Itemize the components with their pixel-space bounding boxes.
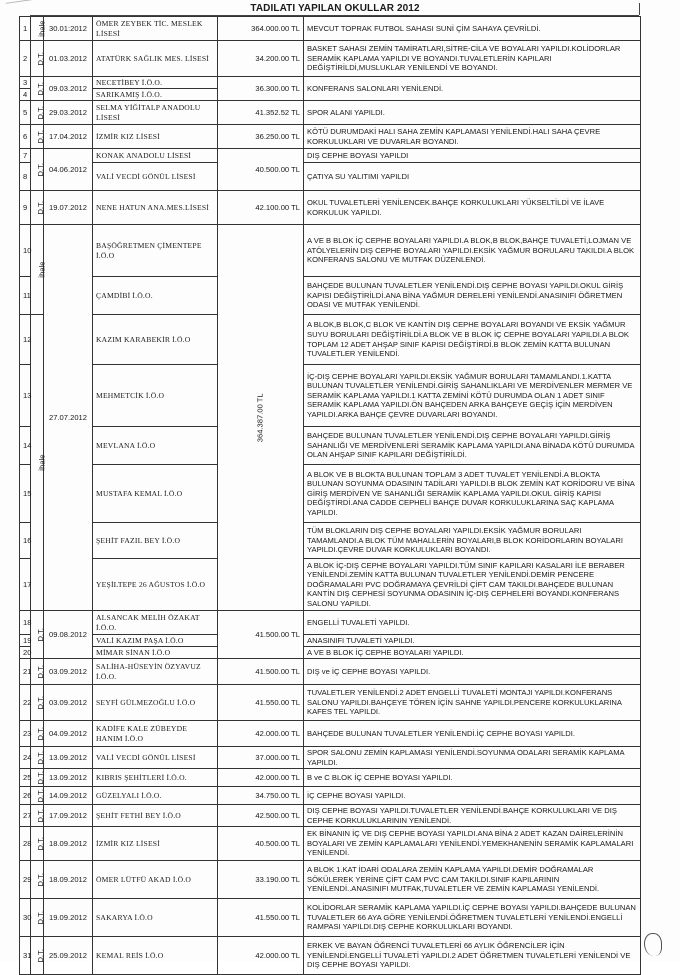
school-name: ÇAMDİBİ İ.Ö.O. bbox=[93, 277, 218, 315]
tender-date: 09.03.2012 bbox=[44, 77, 93, 101]
contract-cost bbox=[218, 225, 304, 611]
handwritten-mark bbox=[644, 933, 662, 956]
procurement-type bbox=[31, 721, 44, 747]
work-description: KOLİDORLAR SERAMİK KAPLAMA YAPILDI.İÇ CEPHE BOYASI YAPILDI.BAHÇEDE BULUNAN TUVALETLER 66 AYA GÖRE YENİLENDİ.ÖĞRETMEN TUVALETLERİ YENİLENDİ.ENGELLİ RAMPASI YAPILDI.DIŞ CEPHE KORKULUKLARI BOYANDI. bbox=[304, 899, 641, 937]
procurement-type-text: D.T. bbox=[35, 808, 45, 823]
row-number: 3 bbox=[20, 77, 31, 89]
table-row bbox=[20, 721, 641, 747]
school-name: ATATÜRK SAĞLIK MES. LİSESİ bbox=[93, 41, 218, 77]
row-number: 29 bbox=[20, 861, 31, 899]
procurement-type bbox=[31, 787, 44, 805]
procurement-type-text: D.T. bbox=[35, 627, 45, 642]
row-number: 17 bbox=[20, 559, 31, 611]
row-number: 31 bbox=[20, 937, 31, 975]
work-description: ANASINIFI TUVALETİ YAPILDI. bbox=[304, 635, 641, 647]
school-name: SAKARYA İ.Ö.O bbox=[93, 899, 218, 937]
tender-date: 04.06.2012 bbox=[44, 149, 93, 191]
procurement-type-text: D.T. bbox=[35, 750, 45, 765]
table-row bbox=[20, 769, 641, 787]
procurement-type bbox=[31, 747, 44, 769]
work-description: A BLOK İÇ-DIŞ CEPHE BOYALARI YAPILDI.TÜM SINIF KAPILARI KASALARI İLE BERABER YENİLENDİ.ZEMİN KATTA BULUNAN TUVALETLER YENİLENDİ.DEMİR PENCERE DOĞRAMALARI PVC DOĞRAMAYA ÇEVRİLDİ ÇİFT CAM TAKILDI.BAHÇEDE BULUNAN KANTİN DIŞ CEPHESİ SOYUNMA ODASININ İÇ-DIŞ CEPHELERİ BOYANDI.KONFERANS SALONU YAPILDI. bbox=[304, 559, 641, 611]
tender-date: 04.09.2012 bbox=[44, 721, 93, 747]
contract-cost: 33.190.00 TL bbox=[218, 861, 304, 899]
procurement-type-text: D.T. bbox=[35, 162, 45, 177]
renovated-schools-table bbox=[19, 16, 641, 975]
work-description: SPOR ALANI YAPILDI. bbox=[304, 101, 641, 125]
table-row bbox=[20, 647, 641, 659]
work-description: İÇ CEPHE BOYASI YAPILDI. bbox=[304, 787, 641, 805]
work-description: İÇ-DIŞ CEPHE BOYALARI YAPILDI.EKSİK YAĞMUR BORULARI TAMAMLANDI.1.KATTA BULUNAN TUVALETLER YENİLENDİ.GİRİŞ SAHANLIKLARI VE MERDİVENLER MERMER VE SERAMİK KAPLAMA YAPILDI.1 KATTA ZEMİNİ KÖTÜ DURUMDA OLAN 1 ADET SINIF SERAMİK KAPLAMA YAPILDI.ÖN BAHÇEDEN ARKA BAHÇEYE GEÇİŞ İÇİN MERDİVEN YAPILDI.ARKA BAHÇE ÇEVRE DUVARLARI BOYANDI. bbox=[304, 365, 641, 427]
school-name: SALİHA-HÜSEYİN ÖZYAVUZ İ.Ö.O. bbox=[93, 659, 218, 685]
table-row bbox=[20, 635, 641, 647]
contract-cost: 34.750.00 TL bbox=[218, 787, 304, 805]
tender-date: 17.04.2012 bbox=[44, 125, 93, 149]
procurement-type-text: D.T. bbox=[35, 200, 45, 215]
contract-cost: 40.500.00 TL bbox=[218, 827, 304, 861]
school-name: VALİ VECDİ GÖNÜL LİSESİ bbox=[93, 747, 218, 769]
procurement-type bbox=[31, 937, 44, 975]
school-name: NENE HATUN ANA.MES.LİSESİ bbox=[93, 191, 218, 225]
school-name: İZMİR KIZ LİSESİ bbox=[93, 827, 218, 861]
table-row bbox=[20, 101, 641, 125]
table-row bbox=[20, 315, 641, 365]
procurement-type-text: D.T. bbox=[35, 836, 45, 851]
school-name: KEMAL REİS İ.Ö.O bbox=[93, 937, 218, 975]
contract-cost: 42.100.00 TL bbox=[218, 191, 304, 225]
table-row bbox=[20, 125, 641, 149]
contract-cost: 42.000.00 TL bbox=[218, 721, 304, 747]
procurement-type-text: D.T. bbox=[35, 910, 45, 925]
table-row bbox=[20, 41, 641, 77]
tender-date: 30.01:2012 bbox=[44, 17, 93, 41]
table-row bbox=[20, 861, 641, 899]
procurement-type-text: D.T. bbox=[35, 948, 45, 963]
table-row bbox=[20, 149, 641, 163]
row-number: 28 bbox=[20, 827, 31, 861]
work-description: A BLOK 1.KAT İDARİ ODALARA ZEMİN KAPLAMA YAPILDI.DEMİR DOĞRAMALAR SÖKÜLEREK YERİNE ÇİFT CAM PVC CAM TAKILDI.SINIF KAPILARININ YENİLENDİ..ANASINIFI MUTFAK,TUVALETLER VE ZEMİN KAPLAMASI YENİLENDİ. bbox=[304, 861, 641, 899]
procurement-type-text: D.T. bbox=[35, 695, 45, 710]
procurement-type bbox=[31, 149, 44, 191]
row-number: 5 bbox=[20, 101, 31, 125]
tender-date: 29.03.2012 bbox=[44, 101, 93, 125]
school-name: KAZIM KARABEKİR İ.Ö.O bbox=[93, 315, 218, 365]
row-number: 15 bbox=[20, 465, 31, 523]
contract-cost: 41.500.00 TL bbox=[218, 611, 304, 659]
work-description: DIŞ CEPHE BOYASI YAPILDI bbox=[304, 149, 641, 163]
school-name: ŞEHİT FAZIL BEY İ.Ö.O bbox=[93, 523, 218, 559]
procurement-type-text: D.T. bbox=[35, 664, 45, 679]
row-number: 21 bbox=[20, 659, 31, 685]
contract-cost: 41.500.00 TL bbox=[218, 659, 304, 685]
table-row bbox=[20, 827, 641, 861]
school-name: KIBRIS ŞEHİTLERİ İ.Ö.O. bbox=[93, 769, 218, 787]
table-row bbox=[20, 277, 641, 315]
procurement-type-text: İhale bbox=[37, 454, 47, 471]
tender-date: 19.07.2012 bbox=[44, 191, 93, 225]
tender-date: 14.09.2012 bbox=[44, 787, 93, 805]
work-description: DIŞ ve İÇ CEPHE BOYASI YAPILDI. bbox=[304, 659, 641, 685]
procurement-type bbox=[31, 41, 44, 77]
procurement-type-text: D.T. bbox=[35, 81, 45, 96]
row-number: 9 bbox=[20, 191, 31, 225]
procurement-type-text: D.T. bbox=[35, 770, 45, 785]
school-name: ÖMER LÜTFÜ AKAD İ.Ö.O bbox=[93, 861, 218, 899]
contract-cost: 41.550.00 TL bbox=[218, 899, 304, 937]
procurement-type-text: D.T. bbox=[35, 726, 45, 741]
procurement-type bbox=[31, 125, 44, 149]
table-row bbox=[20, 225, 641, 277]
row-number: 10 bbox=[20, 225, 31, 277]
contract-cost: 36.300.00 TL bbox=[218, 77, 304, 101]
procurement-type bbox=[31, 225, 47, 315]
procurement-type bbox=[31, 899, 44, 937]
title-border-right bbox=[639, 3, 640, 15]
row-number: 23 bbox=[20, 721, 31, 747]
procurement-type-text: D.T. bbox=[35, 51, 45, 66]
table-row bbox=[20, 559, 641, 611]
procurement-type-text: D.T. bbox=[35, 788, 45, 803]
procurement-type bbox=[31, 861, 44, 899]
row-number: 11 bbox=[20, 277, 31, 315]
school-name: GÜZELYALI İ.Ö.O. bbox=[93, 787, 218, 805]
school-name: MEVLANA İ.Ö.O bbox=[93, 427, 218, 465]
school-name: SEYFİ GÜLMEZOĞLU İ.Ö.O bbox=[93, 685, 218, 721]
school-name: YEŞİLTEPE 26 AĞUSTOS İ.Ö.O bbox=[93, 559, 218, 611]
table-row bbox=[20, 17, 641, 41]
table-row bbox=[20, 747, 641, 769]
school-name: VALİ VECDİ GÖNÜL LİSESİ bbox=[93, 163, 218, 191]
tender-date: 03.09.2012 bbox=[44, 659, 93, 685]
procurement-type-text: D.T. bbox=[35, 105, 45, 120]
work-description: BAHÇEDE BULUNAN TUVALETLER YENİLENDİ.İÇ CEPHE BOYASI YAPILDI. bbox=[304, 721, 641, 747]
tender-date: 25.09.2012 bbox=[44, 937, 93, 975]
school-name: ÖMER ZEYBEK TİC. MESLEK LİSESİ bbox=[93, 17, 218, 41]
school-name: SELMA YİĞİTALP ANADOLU LİSESİ bbox=[93, 101, 218, 125]
work-description: ÇATIYA SU YALITIMI YAPILDI bbox=[304, 163, 641, 191]
school-name: MUSTAFA KEMAL İ.Ö.O bbox=[93, 465, 218, 523]
work-description: KONFERANS SALONLARI YENİLENDİ. bbox=[304, 77, 641, 101]
row-number: 22 bbox=[20, 685, 31, 721]
row-number: 30 bbox=[20, 899, 31, 937]
row-number: 7 bbox=[20, 149, 31, 163]
row-number: 13 bbox=[20, 365, 31, 427]
procurement-type bbox=[31, 191, 44, 225]
row-number: 12 bbox=[20, 315, 31, 365]
table-row bbox=[20, 787, 641, 805]
contract-cost-text: 364.387.00 TL bbox=[255, 393, 265, 442]
table-row bbox=[20, 899, 641, 937]
contract-cost: 40.500.00 TL bbox=[218, 149, 304, 191]
procurement-type bbox=[31, 685, 44, 721]
row-number: 6 bbox=[20, 125, 31, 149]
procurement-type bbox=[31, 659, 44, 685]
tender-date: 01.03.2012 bbox=[44, 41, 93, 77]
work-description: A BLOK,B BLOK,C BLOK VE KANTİN DIŞ CEPHE BOYALARI BOYANDI VE EKSİK YAĞMUR SUYU BORULARI DEĞİŞTİRİLDİ.A BLOK VE B BLOK İÇ CEPHE BOYALARI YAPILDI.A BLOK TOPLAM 12 ADET AHŞAP SINIF KAPISI DEĞİŞTİRDİ.B BLOK ZEMİN KATTA BULUNAN TUVALETLER YENİLENDİ. bbox=[304, 315, 641, 365]
table-row bbox=[20, 611, 641, 635]
work-description: BAHÇEDE BULUNAN TUVALETLER YENİLENDİ.DIŞ CEPHE BOYASI YAPILDI.OKUL GİRİŞ KAPISI DEĞİŞTİRİLDİ.ANA BİNA YAĞMUR DERELERİ YENİLENDİ.ANASINIFI ÖĞRETMEN ODASI VE MUTFAK YENİLENDİ. bbox=[304, 277, 641, 315]
procurement-type bbox=[31, 611, 44, 659]
work-description: BASKET SAHASI ZEMİN TAMİRATLARI,SİTRE-CİLA VE BOYALARI YAPILDI.KOLİDORLAR SERAMİK KAPLAMA YAPILDI VE BOYANDI.TUVALETLERİN KAPILARI DEĞİŞTİRİLDİ,MUSLUKLAR YENİLENDİ VE BOYANDI. bbox=[304, 41, 641, 77]
row-number: 1 bbox=[20, 17, 31, 41]
row-number: 2 bbox=[20, 41, 31, 77]
school-name: İZMİR KIZ LİSESİ bbox=[93, 125, 218, 149]
tender-date: 09.08.2012 bbox=[44, 611, 93, 659]
work-description: B ve C BLOK İÇ CEPHE BOYASI YAPILDI. bbox=[304, 769, 641, 787]
row-number: 14 bbox=[20, 427, 31, 465]
contract-cost: 42.500.00 TL bbox=[218, 805, 304, 827]
tender-date: 17.09.2012 bbox=[44, 805, 93, 827]
work-description: TÜM BLOKLARIN DIŞ CEPHE BOYALARI YAPILDI.EKSİK YAĞMUR BORULARI TAMAMLANDI.A BLOK TÜM MAHALLERİN BOYALARI,B BLOK KORİDORLARIN BOYALARI YAPILDI.ÇEVRE DUVAR KORKULUKLARI BOYANDI. bbox=[304, 523, 641, 559]
work-description: DIŞ CEPHE BOYASI YAPILDI.TUVALETLER YENİLENDİ.BAHÇE KORKULUKLARI VE DIŞ CEPHE KORKULUKLARININ YENİLENDİ. bbox=[304, 805, 641, 827]
contract-cost: 42.000.00 TL bbox=[218, 937, 304, 975]
row-number: 24 bbox=[20, 747, 31, 769]
procurement-type bbox=[31, 805, 44, 827]
work-description: ENGELLİ TUVALETİ YAPILDI. bbox=[304, 611, 641, 635]
school-name: SARIKAMIŞ İ.Ö.O. bbox=[93, 89, 218, 101]
procurement-type bbox=[31, 101, 44, 125]
row-number: 16 bbox=[20, 523, 31, 559]
school-name: ŞEHİT FETHİ BEY İ.Ö.O bbox=[93, 805, 218, 827]
work-description: A VE B BLOK İÇ CEPHE BOYALARI YAPILDI.A BLOK,B BLOK,BAHÇE TUVALETİ,LOJMAN VE ATÖLYELERİN DIŞ CEPHE BOYALARI YAPILDI.EKSİK YAĞMUR BORULARU TAKILDI.A BLOK KONFERANS SALONU VE MUTFAK DÜZENLENDİ. bbox=[304, 225, 641, 277]
school-name: MİMAR SİNAN İ.Ö.O bbox=[93, 647, 218, 659]
row-number: 18 bbox=[20, 611, 31, 635]
contract-cost: 34.200.00 TL bbox=[218, 41, 304, 77]
work-description: EK BİNANIN İÇ VE DIŞ CEPHE BOYASI YAPILDI.ANA BİNA 2 ADET KAZAN DAİRELERİNİN BOYALARI VE ZEMİN KAPLAMALARI YENİLENDİ.YEMEKHANENİN SERAMİK KAPLAMALARI YENİLENDİ. bbox=[304, 827, 641, 861]
table-row bbox=[20, 427, 641, 465]
table-row bbox=[20, 465, 641, 523]
row-number: 8 bbox=[20, 163, 31, 191]
contract-cost: 364.000.00 TL bbox=[218, 17, 304, 41]
work-description: TUVALETLER YENİLENDİ.2 ADET ENGELLİ TUVALETİ MONTAJI YAPILDI.KONFERANS SALONU YAPILDI.BAHÇEYE TÖREN İÇİN SAHNE YAPILDI.PENCERE KORKULUKLARINA KAFES TEL YAPILDI. bbox=[304, 685, 641, 721]
work-description: A VE B BLOK İÇ CEPHE BOYALARI YAPILDI. bbox=[304, 647, 641, 659]
work-description: MEVCUT TOPRAK FUTBOL SAHASI SUNİ ÇİM SAHAYA ÇEVRİLDİ. bbox=[304, 17, 641, 41]
procurement-type-text: D.T. bbox=[35, 872, 45, 887]
row-number: 26 bbox=[20, 787, 31, 805]
work-description: BAHÇEDE BULUNAN TUVALETLER YENİLENDİ.DIŞ CEPHE BOYALARI YAPILDI.GİRİŞ SAHANLIĞI VE MERDİVENLERİ SERAMİK KAPLAMA YAPILDI.ANA BİNADA KÖTÜ DURUMDA OLAN AHŞAP SINIF KAPILARI DEĞİŞTİRİLDİ. bbox=[304, 427, 641, 465]
tender-date: 19.09.2012 bbox=[44, 899, 93, 937]
procurement-type bbox=[31, 17, 47, 41]
school-name: KADİFE KALE ZÜBEYDE HANIM İ.Ö.O bbox=[93, 721, 218, 747]
school-name: MEHMETCİK İ.Ö.O bbox=[93, 365, 218, 427]
work-description: ERKEK VE BAYAN ÖĞRENCİ TUVALETLERİ 66 AYLIK ÖĞRENCİLER İÇİN YENİLENDİ.ENGELLİ TUVALETİ YAPILDI.2 ADET ÖĞRETMEN TUVALETLERİ YENİLENDİ VE DIŞ CEPHE BOYASI YAPILDI. bbox=[304, 937, 641, 975]
contract-cost: 36.250.00 TL bbox=[218, 125, 304, 149]
tender-date: 13.09.2012 bbox=[44, 747, 93, 769]
procurement-type bbox=[31, 827, 44, 861]
procurement-type-text: İhale bbox=[37, 261, 47, 278]
tender-date: 18.09.2012 bbox=[44, 827, 93, 861]
contract-cost: 41.352.52 TL bbox=[218, 101, 304, 125]
tender-date: 13.09.2012 bbox=[44, 769, 93, 787]
row-number: 20 bbox=[20, 647, 31, 659]
school-name: BAŞÖĞRETMEN ÇİMENTEPE İ.Ö.O bbox=[93, 225, 218, 277]
procurement-type bbox=[31, 77, 44, 101]
contract-cost: 42.000.00 TL bbox=[218, 769, 304, 787]
procurement-type-text: D.T. bbox=[35, 129, 45, 144]
row-number: 4 bbox=[20, 89, 31, 101]
table-row bbox=[20, 659, 641, 685]
table-row bbox=[20, 365, 641, 427]
school-name: NECETİBEY İ.Ö.O. bbox=[93, 77, 218, 89]
table-row bbox=[20, 937, 641, 975]
work-description: OKUL TUVALETLERİ YENİLENCEK.BAHÇE KORKULUKLARI YÜKSELTİLDİ VE İLAVE KORKULUK YAPILDI. bbox=[304, 191, 641, 225]
table-row bbox=[20, 191, 641, 225]
table-row bbox=[20, 805, 641, 827]
procurement-type bbox=[31, 315, 47, 611]
procurement-type bbox=[31, 769, 44, 787]
tender-date: 27.07.2012 bbox=[44, 225, 93, 611]
table-row bbox=[20, 77, 641, 89]
contract-cost: 37.000.00 TL bbox=[218, 747, 304, 769]
school-name: VALİ KAZIM PAŞA İ.Ö.O bbox=[93, 635, 218, 647]
table-row bbox=[20, 685, 641, 721]
row-number: 27 bbox=[20, 805, 31, 827]
school-name: ALSANCAK MELİH ÖZAKAT İ.Ö.O. bbox=[93, 611, 218, 635]
contract-cost: 41.550.00 TL bbox=[218, 685, 304, 721]
work-description: A BLOK VE B BLOKTA BULUNAN TOPLAM 3 ADET TUVALET YENİLENDİ.A BLOKTA BULUNAN SOYUNMA ODASININ TADİLARI YAPILDI.B BLOK ZEMİN KAT KORİDORU VE BİNA GİRİŞ MERDİVEN VE SAHANLIĞI SERAMİK KAPLAMA YAPILDI.OKUL GİRİŞ KAPISI DEĞİŞTİRDİ.ANA CADDE CEPHELİ BAHÇE DUVAR KORKULUKLARINA SAÇ KAPLAMA YAPILDI. bbox=[304, 465, 641, 523]
work-description: SPOR SALONU ZEMİN KAPLAMASI YENİLENDİ.SOYUNMA ODALARI SERAMİK KAPLAMA YAPILDI. bbox=[304, 747, 641, 769]
school-name: KONAK ANADOLU LİSESİ bbox=[93, 149, 218, 163]
tender-date: 18.09.2012 bbox=[44, 861, 93, 899]
table-row bbox=[20, 523, 641, 559]
document-title: TADILATI YAPILAN OKULLAR 2012 bbox=[250, 3, 420, 14]
procurement-type-text: İhale bbox=[37, 20, 47, 37]
tender-date: 03.09.2012 bbox=[44, 685, 93, 721]
row-number: 19 bbox=[20, 635, 31, 647]
table-row bbox=[20, 163, 641, 191]
row-number: 25 bbox=[20, 769, 31, 787]
work-description: KÖTÜ DURUMDAKİ HALI SAHA ZEMİN KAPLAMASI YENİLENDİ.HALI SAHA ÇEVRE KORKULUKLARI VE DUVARLAR BOYANDI. bbox=[304, 125, 641, 149]
